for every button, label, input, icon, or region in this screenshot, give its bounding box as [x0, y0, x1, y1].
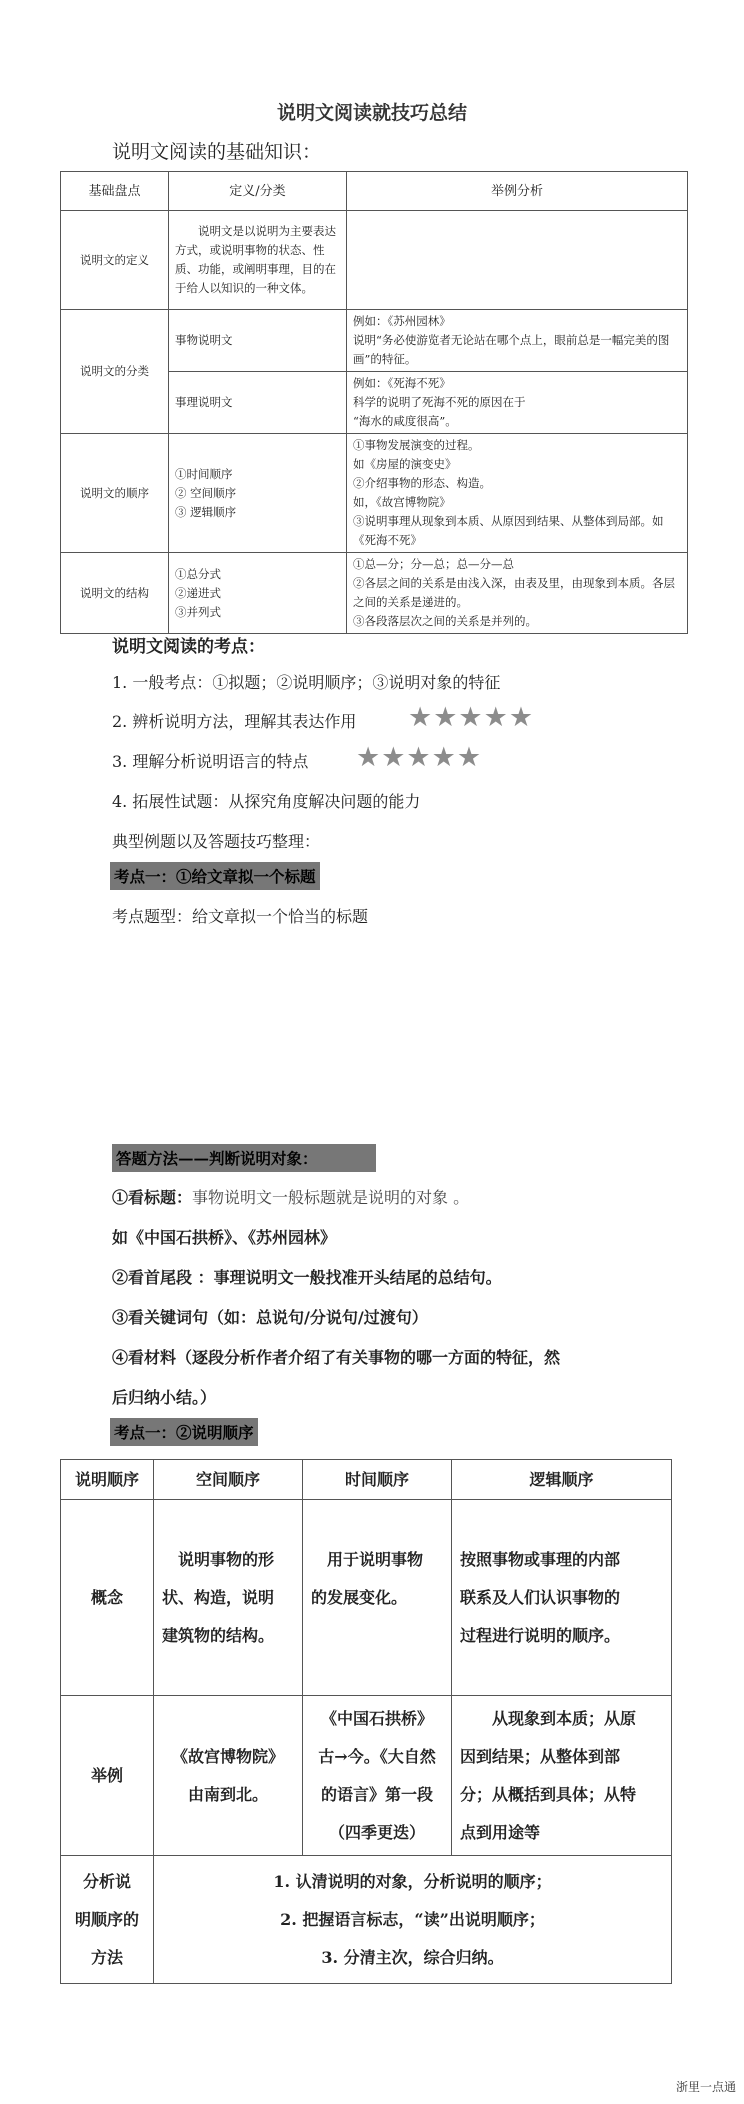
cell-line: 的发展变化。	[311, 1587, 408, 1607]
example-line: ②介绍事物的形态、构造。	[353, 476, 491, 490]
row-label: 说明文的结构	[61, 553, 169, 634]
table-row	[61, 1696, 672, 1856]
row-label	[61, 1856, 154, 1984]
example-cell	[154, 1696, 303, 1856]
order-type: ② 空间顺序	[175, 485, 237, 500]
structure-type: ②递进式	[175, 585, 221, 600]
exam-point: 4. 拓展性试题：从探究角度解决问题的能力	[112, 792, 421, 811]
table-header-row	[61, 1460, 672, 1500]
cell-line: 状、构造，说明	[162, 1587, 275, 1607]
table-header: 定义/分类	[169, 172, 347, 211]
concept-cell	[303, 1500, 452, 1696]
typical-heading: 典型例题以及答题技巧整理：	[112, 832, 321, 851]
cell-line: 《中国石拱桥》	[320, 1708, 433, 1728]
analysis-cell	[154, 1856, 672, 1984]
category-example	[347, 372, 688, 434]
table-row	[61, 1500, 672, 1696]
structure-type: ③并列式	[175, 604, 221, 619]
table-header: 时间顺序	[303, 1460, 452, 1500]
example-line: “海水的咸度很高”。	[353, 414, 457, 428]
example-line: 例如：《苏州园林》	[353, 314, 451, 328]
cell-line: 点到用途等	[460, 1822, 541, 1842]
cell-line: 由南到北。	[187, 1784, 268, 1804]
cell-line: （四季更迭）	[328, 1822, 425, 1842]
row-label: 说明文的分类	[61, 310, 169, 434]
example-cell	[452, 1696, 672, 1856]
row-label: 说明文的定义	[61, 211, 169, 310]
cell-line: 从现象到本质；从原	[492, 1708, 637, 1728]
table-header: 逻辑顺序	[452, 1460, 672, 1500]
cell-line: 过程进行说明的顺序。	[460, 1625, 621, 1645]
basics-heading: 说明文阅读的基础知识：	[112, 141, 322, 163]
exam-point: 3. 理解分析说明语言的特点	[112, 752, 309, 771]
cell-line: 2. 把握语言标志，“读”出说明顺序；	[280, 1909, 545, 1929]
example-line: ①总—分；分—总；总—分—总	[353, 557, 514, 571]
table-header: 基础盘点	[61, 172, 169, 211]
order-type: ③ 逻辑顺序	[175, 504, 237, 519]
example-line: ①事物发展演变的过程。	[353, 438, 480, 452]
concept-cell	[452, 1500, 672, 1696]
row-label: 说明文的顺序	[61, 434, 169, 553]
cell-line: 3. 分清主次，综合归纳。	[321, 1947, 504, 1967]
definition-text: 说明文是以说明为主要表达方式，或说明事物的状态、性质、功能，或阐明事理，目的在于给人以知识的一种文体。	[169, 211, 347, 310]
cell-line: 说明事物的形	[178, 1549, 275, 1569]
method-4-cont: 后归纳小结。）	[112, 1388, 217, 1407]
row-label: 概念	[61, 1500, 154, 1696]
method-heading: 答题方法——判断说明对象：	[112, 1144, 376, 1172]
kaodian-2-banner: 考点一：②说明顺序	[110, 1418, 258, 1446]
cell-line: 的语言》第一段	[320, 1784, 433, 1804]
cell-line: 方法	[90, 1947, 123, 1967]
cell-line: 明顺序的	[74, 1909, 139, 1929]
example-cell	[303, 1696, 452, 1856]
method-1	[112, 1185, 469, 1208]
method-1-example: 如《中国石拱桥》、《苏州园林》	[112, 1228, 337, 1247]
example-line: 科学的说明了死海不死的原因在于	[353, 395, 526, 409]
example-line: ③说明事理从现象到本质、从原因到结果、从整体到局部。如《死海不死》	[353, 514, 664, 547]
example-line: 如，《故宫博物院》	[353, 495, 451, 509]
example-line: 如《房屋的演变史》	[353, 457, 457, 471]
cell-line: 建筑物的结构。	[162, 1625, 275, 1645]
example-line: 例如：《死海不死》	[353, 376, 451, 390]
cell-line: 分析说	[82, 1871, 131, 1891]
example-line: ③各段落层次之间的关系是并列的。	[353, 614, 537, 628]
cell-line: 古→今。《大自然	[318, 1746, 436, 1766]
star-rating-icon: ★★★★★	[356, 742, 483, 773]
kaodian-1-banner: 考点一：①给文章拟一个标题	[110, 862, 320, 890]
method-3: ③看关键词句（如：总说句/分说句/过渡句）	[112, 1308, 428, 1327]
cell-line: 按照事物或事理的内部	[460, 1549, 621, 1569]
empty-cell	[347, 211, 688, 310]
row-label: 举例	[61, 1696, 154, 1856]
kaodian-1-type: 考点题型：给文章拟一个恰当的标题	[112, 907, 369, 926]
example-line: ②各层之间的关系是由浅入深，由表及里，由现象到本质。各层之间的关系是递进的。	[353, 576, 675, 609]
method-4: ④看材料（逐段分析作者介绍了有关事物的哪一方面的特征，然	[112, 1348, 561, 1367]
method-2: ②看首尾段 ：事理说明文一般找准开头结尾的总结句。	[112, 1268, 502, 1287]
cell-line: 1. 认清说明的对象，分析说明的顺序；	[273, 1871, 552, 1891]
structure-type: ①总分式	[175, 566, 221, 581]
table-row	[61, 553, 688, 634]
table-row	[61, 211, 688, 310]
structure-types	[169, 553, 347, 634]
order-types	[169, 434, 347, 553]
basics-table	[60, 171, 688, 634]
cell-line: 用于说明事物	[327, 1549, 424, 1569]
table-row	[61, 1856, 672, 1984]
order-table	[60, 1459, 672, 1984]
exam-point: 1. 一般考点：①拟题；②说明顺序；③说明对象的特征	[112, 673, 501, 692]
table-header: 举例分析	[347, 172, 688, 211]
exam-heading: 说明文阅读的考点：	[112, 637, 265, 657]
cell-line: 联系及人们认识事物的	[460, 1587, 621, 1607]
order-examples	[347, 434, 688, 553]
structure-examples	[347, 553, 688, 634]
category-example	[347, 310, 688, 372]
cell-line: 《故宫博物院》	[171, 1746, 284, 1766]
exam-point: 2. 辨析说明方法，理解其表达作用	[112, 712, 357, 731]
cell-line: 分；从概括到具体；从特	[460, 1784, 637, 1804]
table-header: 说明顺序	[61, 1460, 154, 1500]
concept-cell	[154, 1500, 303, 1696]
page-title: 说明文阅读就技巧总结	[276, 102, 467, 124]
example-line: 说明“务必使游览者无论站在哪个点上，眼前总是一幅完美的图画”的特征。	[353, 333, 670, 366]
cell-line: 因到结果；从整体到部	[460, 1746, 621, 1766]
category-type: 事理说明文	[169, 372, 347, 434]
table-header-row	[61, 172, 688, 211]
method-1-label: ①看标题：	[112, 1188, 193, 1207]
star-rating-icon: ★★★★★	[408, 702, 535, 733]
table-row	[61, 310, 688, 372]
table-header: 空间顺序	[154, 1460, 303, 1500]
method-1-text: 事物说明文一般标题就是说明的对象 。	[192, 1188, 470, 1207]
table-row	[61, 434, 688, 553]
cell-spacer	[311, 1617, 443, 1655]
order-type: ①时间顺序	[175, 466, 233, 481]
category-type: 事物说明文	[169, 310, 347, 372]
footer-watermark: 浙里一点通	[675, 2080, 736, 2094]
